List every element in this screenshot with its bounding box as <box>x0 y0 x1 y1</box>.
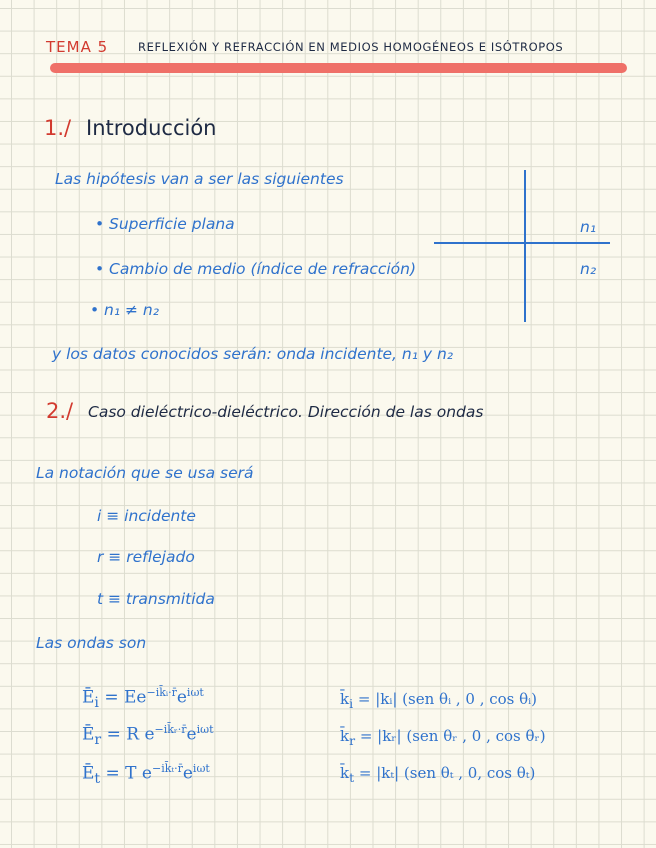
equation-transmitted: $Ē_t = T$ $e^{-ik̄_t\cdot r̄}e^{i\omega t}$ <box>82 762 210 788</box>
waves-intro: Las ondas son <box>36 634 147 652</box>
page-title: REFLEXIÓN Y REFRACCIÓN EN MEDIOS HOMOGÉNEOS E ISÓTROPOS <box>138 40 564 54</box>
section-2-heading: Caso dieléctrico-dieléctrico. Dirección de las ondas <box>88 403 484 421</box>
bullet-dot: • <box>95 215 105 233</box>
hypotheses-intro: Las hipótesis van a ser las siguientes <box>55 170 344 188</box>
section-1-number: 1./ <box>44 116 72 140</box>
notation-item: r ≡ reflejado <box>97 548 195 566</box>
notation-intro: La notación que se usa será <box>36 464 254 482</box>
medium-2-label: n₂ <box>580 260 597 278</box>
equation-reflected: $Ē_r = R$ $e^{-ik̄ᵣ\cdot r̄}e^{i\omega t}$ <box>82 723 214 749</box>
interface-line <box>434 242 610 244</box>
bullet-dot: • <box>95 260 105 278</box>
medium-1-label: n₁ <box>580 218 597 236</box>
known-data: y los datos conocidos serán: onda incidente, n₁ y n₂ <box>52 345 454 363</box>
normal-axis <box>524 170 526 322</box>
notation-item: i ≡ incidente <box>97 507 196 525</box>
topic-label: TEMA 5 <box>46 38 109 56</box>
equation-incident: $Ē_i = Ee^{-ik̄ᵢ\cdot r̄}e^{i\omega t}$ <box>82 686 204 712</box>
bullet-dot: • <box>90 301 100 319</box>
hypothesis-item: n₁ ≠ n₂ <box>104 301 159 319</box>
hypothesis-item: Cambio de medio (índice de refracción) <box>109 260 417 278</box>
wave-vector-incident: $k̄_i$ = |kᵢ| (sen θᵢ , 0 , cos θᵢ) <box>340 690 538 711</box>
section-2-number: 2./ <box>46 399 74 423</box>
wave-vector-transmitted: $k̄_t = |k_t|$ (sen θₜ , 0, cos θₜ) <box>340 764 536 785</box>
hypothesis-item: Superficie plana <box>109 215 235 233</box>
wave-vector-reflected: $k̄_r$ = |kᵣ| (sen θᵣ , 0 , cos θᵣ) <box>340 727 546 748</box>
title-highlight <box>50 63 627 73</box>
notation-item: t ≡ transmitida <box>97 590 215 608</box>
section-1-heading: Introducción <box>86 116 217 140</box>
